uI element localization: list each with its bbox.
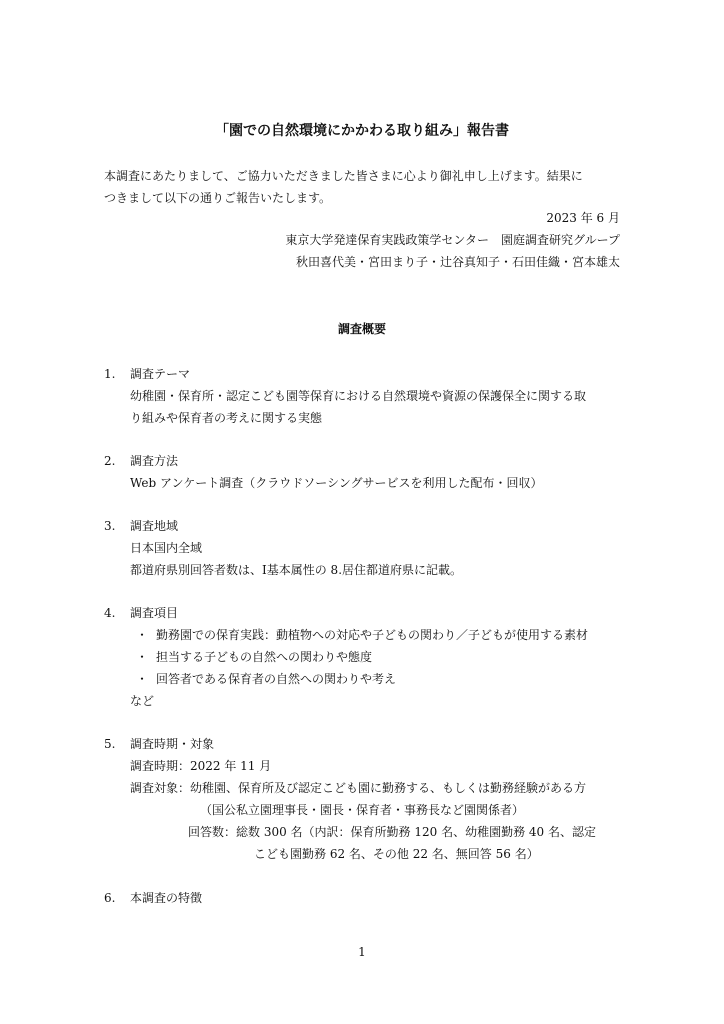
item-number: 5. — [104, 737, 116, 751]
intro-line: 本調査にあたりまして、ご協力いただきました皆さまに心より御礼申し上げます。結果に — [104, 169, 583, 183]
item-number: 3. — [104, 519, 116, 533]
survey-period: 調査時期：2022 年 11 月 — [130, 759, 272, 773]
item-body — [104, 755, 624, 865]
item-number: 2. — [104, 454, 116, 468]
outline-item-region — [104, 515, 624, 581]
outline-item-features — [104, 887, 624, 909]
report-authors: 秋田喜代美・宮田まり子・辻谷真知子・石田佳織・宮本雄太 — [295, 255, 620, 269]
item-heading — [104, 363, 624, 385]
respondent-count-continued: こども園勤務 62 名、その他 22 名、無回答 56 名） — [254, 847, 539, 861]
report-meta — [285, 207, 620, 273]
outline-item-method — [104, 450, 624, 494]
section-title: 調査概要 — [337, 322, 386, 336]
item-body — [104, 385, 624, 429]
item-heading — [104, 887, 624, 909]
item-line: Web アンケート調査（クラウドソーシングサービスを利用した配布・回収） — [130, 476, 543, 490]
report-date: 2023 年 6 月 — [546, 211, 620, 225]
item-heading — [104, 602, 624, 624]
item-heading — [104, 733, 624, 755]
item-line: 幼稚園・保育所・認定こども園等保育における自然環境や資源の保護保全に関する取 — [130, 389, 587, 403]
item-heading — [104, 450, 624, 472]
item-line: り組みや保育者の考えに関する実態 — [130, 411, 323, 425]
bullet-mark: ・ — [136, 650, 149, 664]
intro-line: つきまして以下の通りご報告いたします。 — [104, 191, 332, 205]
item-body — [104, 537, 624, 581]
outline-item-period-target — [104, 733, 624, 865]
item-heading-text: 本調査の特徴 — [130, 891, 203, 905]
item-line: 都道府県別回答者数は、Ⅰ基本属性の 8.居住都道府県に記載。 — [130, 563, 463, 577]
item-heading-text: 調査時期・対象 — [130, 737, 215, 751]
respondent-count: 回答数：総数 300 名（内訳：保育所勤務 120 名、幼稚園勤務 40 名、認定 — [188, 825, 596, 839]
item-number: 4. — [104, 606, 116, 620]
bullet-mark: ・ — [136, 672, 149, 686]
bullet-text: 担当する子どもの自然への関わりや態度 — [156, 650, 373, 664]
item-heading-text: 調査項目 — [130, 606, 179, 620]
item-body — [104, 472, 624, 494]
survey-target-note: （国公私立園理事長・園長・保育者・事務長など園関係者） — [200, 803, 525, 817]
item-number: 6. — [104, 891, 116, 905]
bullet-item — [130, 646, 624, 668]
report-title: 「園での自然環境にかかわる取り組み」報告書 — [215, 123, 509, 139]
page-number: 1 — [358, 945, 366, 959]
item-heading-text: 調査地域 — [130, 519, 179, 533]
bullet-item — [130, 668, 624, 690]
bullet-text: 回答者である保育者の自然への関わりや考え — [156, 672, 397, 686]
bullet-item — [130, 624, 624, 646]
item-heading-text: 調査方法 — [130, 454, 179, 468]
bullet-text: 勤務園での保育実践：動植物への対応や子どもの関わり／子どもが使用する素材 — [156, 628, 589, 642]
item-body — [104, 624, 624, 712]
item-heading — [104, 515, 624, 537]
item-heading-text: 調査テーマ — [130, 367, 191, 381]
outline-item-theme — [104, 363, 624, 429]
bullet-mark: ・ — [136, 628, 149, 642]
survey-target: 調査対象：幼稚園、保育所及び認定こども園に勤務する、もしくは勤務経験がある方 — [130, 781, 587, 795]
item-line: 日本国内全域 — [130, 541, 203, 555]
report-organization: 東京大学発達保育実践政策学センター 園庭調査研究グループ — [285, 233, 620, 247]
item-tail: など — [130, 694, 155, 708]
intro-paragraph — [104, 165, 624, 209]
outline-item-questions — [104, 602, 624, 712]
item-number: 1. — [104, 367, 116, 381]
